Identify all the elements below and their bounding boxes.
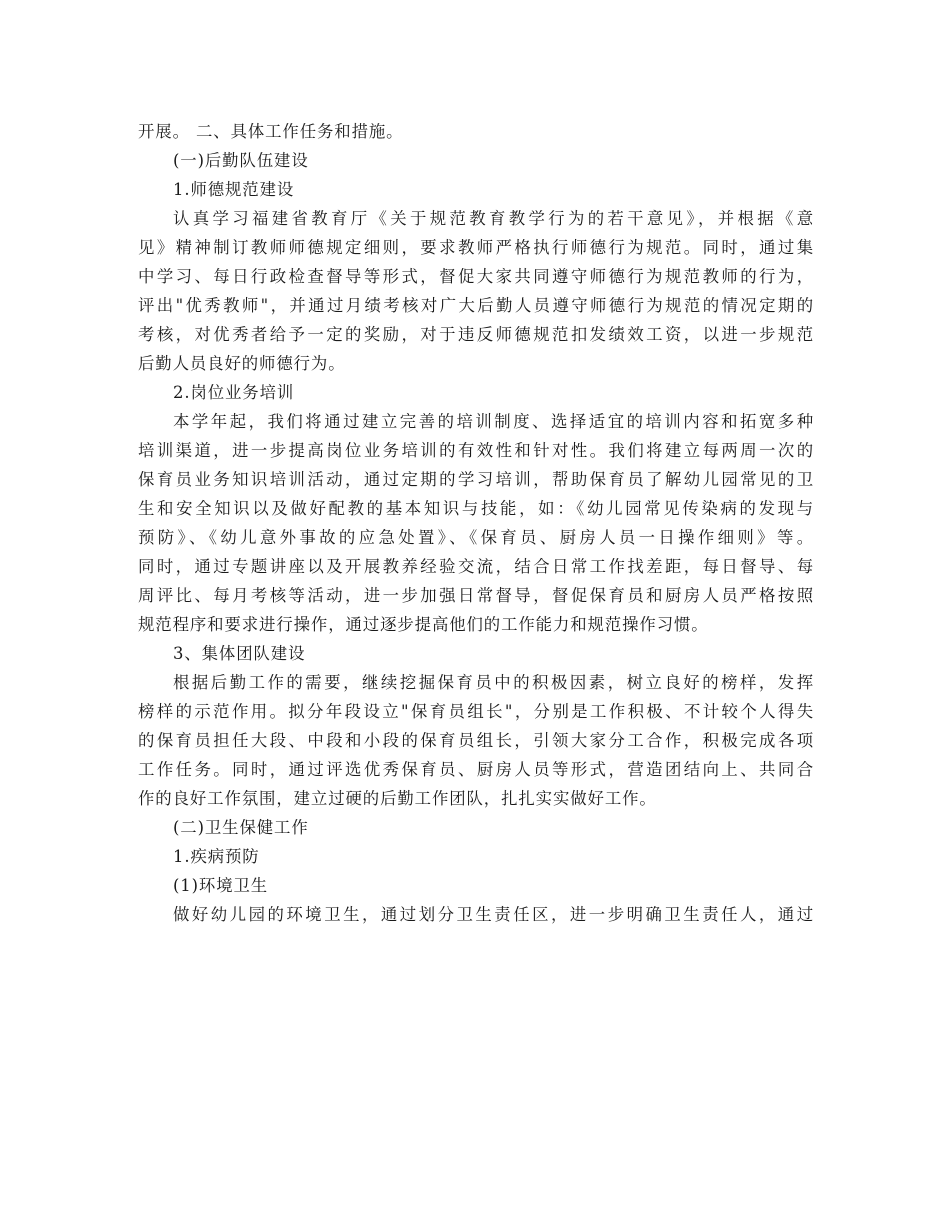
paragraph-line: 2.岗位业务培训: [173, 383, 295, 402]
paragraph-line: 1.疾病预防: [173, 847, 260, 866]
paragraph-line: (1)环境卫生: [173, 876, 269, 895]
paragraph-line: 1.师德规范建设: [173, 180, 295, 199]
paragraph-line: 培训渠道，进一步提高岗位业务培训的有效性和针对性。我们将建立每两周一次的: [138, 441, 814, 460]
paragraph-line: 作的良好工作氛围，建立过硬的后勤工作团队，扎扎实实做好工作。: [138, 789, 657, 808]
paragraph-line: 中学习、每日行政检查督导等形式，督促大家共同遵守师德行为规范教师的行为，: [138, 267, 814, 286]
paragraph-line: (一)后勤队伍建设: [173, 151, 309, 170]
paragraph-line: 生和安全知识以及做好配教的基本知识与技能，如：《幼儿园常见传染病的发现与: [138, 499, 814, 518]
paragraph-line: 榜样的示范作用。拟分年段设立"保育员组长"，分别是工作积极、不计较个人得失: [138, 702, 814, 721]
paragraph-line: 的保育员担任大段、中段和小段的保育员组长，引领大家分工合作，积极完成各项: [138, 731, 814, 750]
paragraph-line: (二)卫生保健工作: [173, 818, 309, 837]
paragraph-line: 开展。 二、具体工作任务和措施。: [138, 122, 404, 141]
paragraph-line: 同时，通过专题讲座以及开展教养经验交流，结合日常工作找差距，每日督导、每: [138, 557, 814, 576]
paragraph-line: 工作任务。同时，通过评选优秀保育员、厨房人员等形式，营造团结向上、共同合: [138, 760, 814, 779]
paragraph-line: 预防》、《幼儿意外事故的应急处置》、《保育员、厨房人员一日操作细则》等。: [138, 528, 814, 547]
paragraph-line: 后勤人员良好的师德行为。: [138, 354, 346, 373]
paragraph-line: 周评比、每月考核等活动，进一步加强日常督导，督促保育员和厨房人员严格按照: [138, 586, 814, 605]
paragraph-line: 见》精神制订教师师德规定细则，要求教师严格执行师德行为规范。同时，通过集: [138, 238, 814, 257]
paragraph-line: 3、集体团队建设: [173, 644, 306, 663]
paragraph-line: 本学年起，我们将通过建立完善的培训制度、选择适宜的培训内容和拓宽多种: [173, 412, 814, 431]
paragraph-line: 根据后勤工作的需要，继续挖掘保育员中的积极因素，树立良好的榜样，发挥: [173, 673, 814, 692]
document-body: [138, 117, 814, 929]
paragraph-line: 考核，对优秀者给予一定的奖励，对于违反师德规范扣发绩效工资，以进一步规范: [138, 325, 814, 344]
paragraph-line: 评出"优秀教师"，并通过月绩考核对广大后勤人员遵守师德行为规范的情况定期的: [138, 296, 814, 315]
paragraph-line: 认真学习福建省教育厅《关于规范教育教学行为的若干意见》，并根据《意: [173, 209, 814, 228]
paragraph-line: 规范程序和要求进行操作，通过逐步提高他们的工作能力和规范操作习惯。: [138, 615, 709, 634]
paragraph-line: 保育员业务知识培训活动，通过定期的学习培训，帮助保育员了解幼儿园常见的卫: [138, 470, 814, 489]
paragraph-line: 做好幼儿园的环境卫生，通过划分卫生责任区，进一步明确卫生责任人，通过: [173, 905, 814, 924]
